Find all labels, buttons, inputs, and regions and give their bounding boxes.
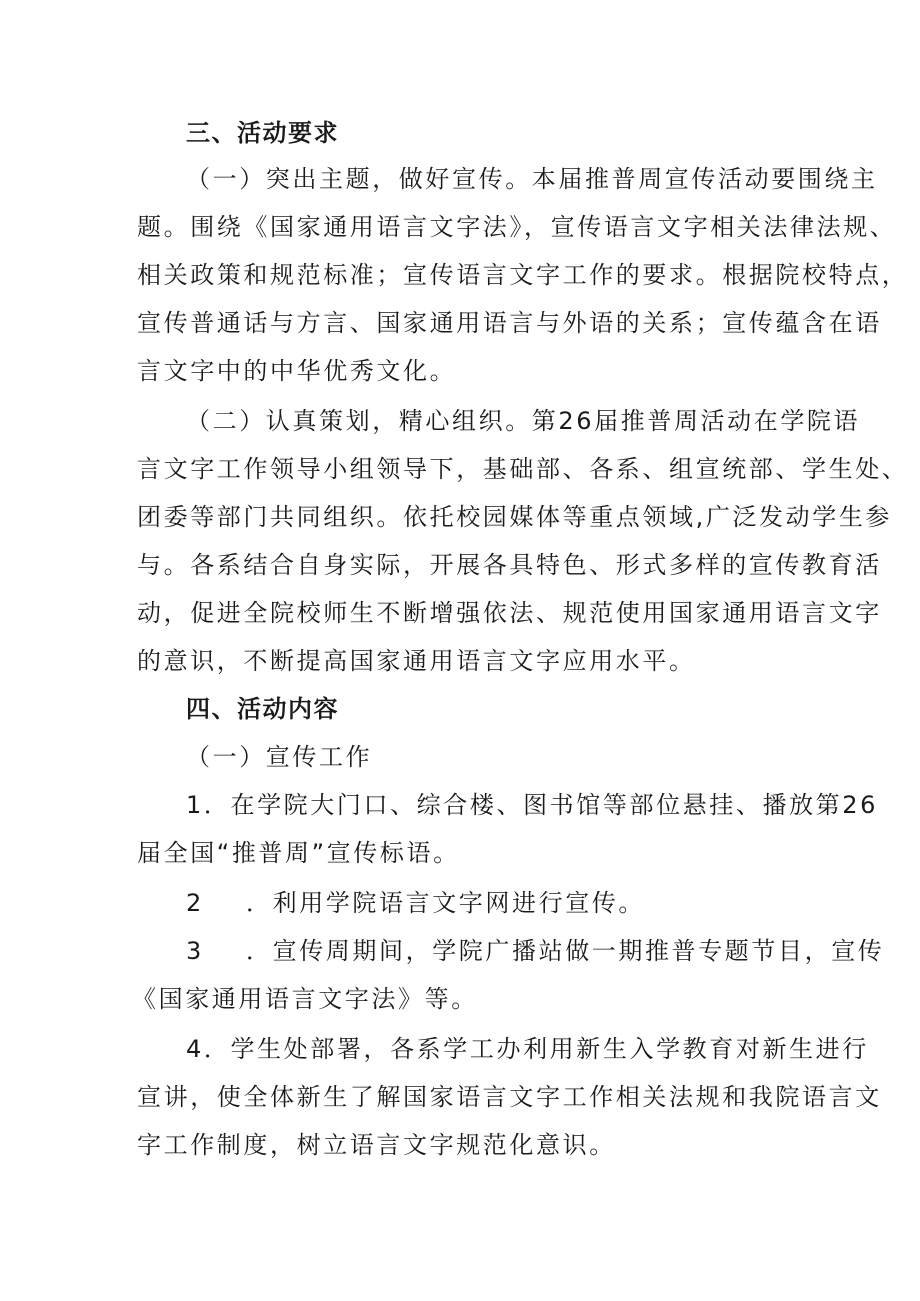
paragraph-line: 题。围绕《国家通用语言文字法》，宣传语言文字相关法律法规、 (137, 213, 897, 241)
list-item-number: 2 (186, 889, 204, 917)
paragraph-line: 言文字中的中华优秀文化。 (137, 357, 457, 385)
paragraph-line: 动，促进全院校师生不断增强依法、规范使用国家通用语言文字 (137, 599, 882, 627)
section-heading-content: 四、活动内容 (186, 695, 339, 723)
paragraph-line: 言文字工作领导小组领导下，基础部、各系、组宣统部、学生处、 (137, 455, 909, 483)
paragraph-line: 的意识，不断提高国家通用语言文字应用水平。 (137, 647, 696, 675)
subheading-publicity: （一）宣传工作 (186, 743, 373, 771)
list-item-line: 《国家通用语言文字法》等。 (132, 985, 478, 1013)
list-item-text: ．宣传周期间，学院广播站做一期推普专题节目，宣传 (246, 937, 885, 965)
list-item-line: 宣讲，使全体新生了解国家语言文字工作相关法规和我院语言文 (137, 1083, 882, 1111)
paragraph-line: 宣传普通话与方言、国家通用语言与外语的关系；宣传蕴含在语 (137, 309, 882, 337)
paragraph-line: 相关政策和规范标准；宣传语言文字工作的要求。根据院校特点， (137, 261, 909, 289)
paragraph-line: （二）认真策划，精心组织。第26届推普周活动在学院语 (186, 407, 861, 435)
list-item-number: 3 (186, 937, 204, 965)
paragraph-line: 与。各系结合自身实际，开展各具特色、形式多样的宣传教育活 (137, 551, 882, 579)
list-item-line (186, 888, 645, 918)
paragraph-line: （一）突出主题，做好宣传。本届推普周宣传活动要围绕主 (186, 165, 878, 193)
list-item-line: 届全国“推普周”宣传标语。 (137, 839, 460, 867)
list-item-line (186, 936, 884, 966)
list-item-line: 4．学生处部署，各系学工办利用新生入学教育对新生进行 (186, 1035, 869, 1063)
list-item-text: ．利用学院语言文字网进行宣传。 (246, 889, 645, 917)
list-item-line: 1．在学院大门口、综合楼、图书馆等部位悬挂、播放第26 (186, 791, 879, 819)
section-heading-requirements: 三、活动要求 (186, 119, 339, 147)
list-item-line: 字工作制度，树立语言文字规范化意识。 (137, 1131, 616, 1159)
paragraph-line: 团委等部门共同组织。依托校园媒体等重点领域,广泛发动学生参 (137, 503, 893, 531)
